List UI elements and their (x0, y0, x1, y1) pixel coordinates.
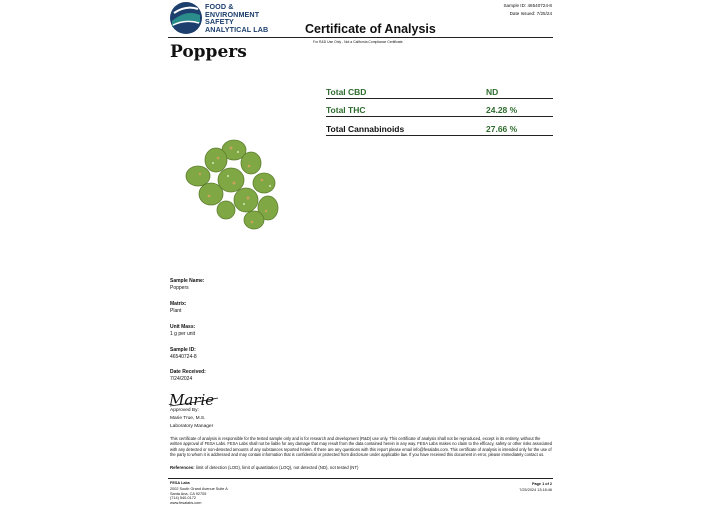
disclaimer-text: This certificate of analysis is responsible for the tested sample only and is for research and development (R&D) use only. This certificate of analysis shall not be reproduced, except in its entirety, without the written approval of FESA Labs. FESA Labs shall not be liable for any damage that may result from the data contained herein in any way. FESA Labs makes no claim to the efficacy, safety or other risks associated with any detected or non-detected amounts of any substances reported herein. If there are any questions with this report please email info@fesalabs.com. This certificate of analysis is intended only for the use of the party to whom it is addressed and may contain information that is confidential or protected from disclosure under applicable law. If you have received this document in error, please immediately contact us. (170, 436, 553, 457)
matrix-value: Plant (170, 308, 182, 314)
logo-line: SAFETY (205, 17, 234, 27)
references-text: limit of detection (LOD), limit of quantitation (LOQ), not detected (ND), not tested (NT) (195, 465, 359, 470)
result-unit: % (509, 124, 518, 134)
date-received-value: 7/24/2024 (170, 376, 193, 382)
date-issued-label: Date Issued: (509, 11, 536, 16)
result-row-thc (326, 103, 553, 117)
logo-line: FOOD & (205, 2, 234, 11)
logo-line: ENVIRONMENT (205, 9, 260, 19)
result-value: ND (486, 87, 499, 97)
result-label: Total THC (326, 105, 366, 115)
result-value: 24.28 (486, 105, 508, 115)
matrix-label: Matrix: (170, 301, 187, 307)
sample-id-field-value: 46540724-8 (170, 354, 197, 360)
result-label: Total Cannabinoids (326, 124, 405, 134)
sample-id-value: 46540724-8 (527, 3, 552, 8)
footer-meta (519, 481, 552, 493)
result-row-cbd (326, 85, 553, 99)
sample-id-field-label: Sample ID: (170, 347, 196, 353)
sample-id-label: Sample ID: (503, 3, 527, 8)
product-name: Poppers (170, 42, 247, 62)
footer-divider (168, 478, 553, 479)
signature-icon (168, 389, 220, 409)
approved-by-label: Approved By: (170, 408, 199, 413)
date-issued-value: 7/25/24 (536, 11, 552, 16)
approval-block (170, 407, 213, 431)
document-title: Certificate of Analysis (305, 22, 436, 36)
sample-name-label: Sample Name: (170, 278, 205, 284)
logo-wordmark (205, 3, 268, 33)
header-meta (503, 2, 552, 18)
address-line: 2002 South Grand Avenue Suite A (170, 486, 228, 491)
references-label: References: (170, 465, 195, 470)
address-line: Santa Ana, CA 92705 (170, 491, 207, 496)
date-received-label: Date Received: (170, 369, 206, 375)
result-label: Total CBD (326, 87, 367, 97)
website: www.fesalabs.com (170, 501, 202, 506)
phone: (714) 540-0172 (170, 496, 196, 501)
sample-name-value: Poppers (170, 285, 189, 291)
unit-mass-value: 1 g per unit (170, 331, 196, 337)
signature-text: Marie (169, 391, 215, 409)
result-row-total (326, 122, 553, 136)
approver-name: Marie True, M.S. (170, 416, 206, 421)
company-name: FESA Labs (170, 481, 190, 485)
header-divider (168, 37, 553, 38)
product-photo (176, 128, 286, 246)
result-value: 27.66 (486, 124, 508, 134)
result-unit: % (509, 105, 518, 115)
approver-title: Laboratory Manager (170, 424, 214, 429)
logo-line: ANALYTICAL LAB (205, 24, 269, 34)
footer-address (170, 481, 228, 506)
references (170, 465, 358, 470)
page-number: Page 1 of 2 (531, 482, 552, 486)
report-timestamp: 7/25/2024 13:18:46 (519, 488, 552, 492)
unit-mass-label: Unit Mass: (170, 324, 196, 330)
compliance-note: For R&D Use Only - Not a California Compliance Certificate. (313, 40, 404, 44)
